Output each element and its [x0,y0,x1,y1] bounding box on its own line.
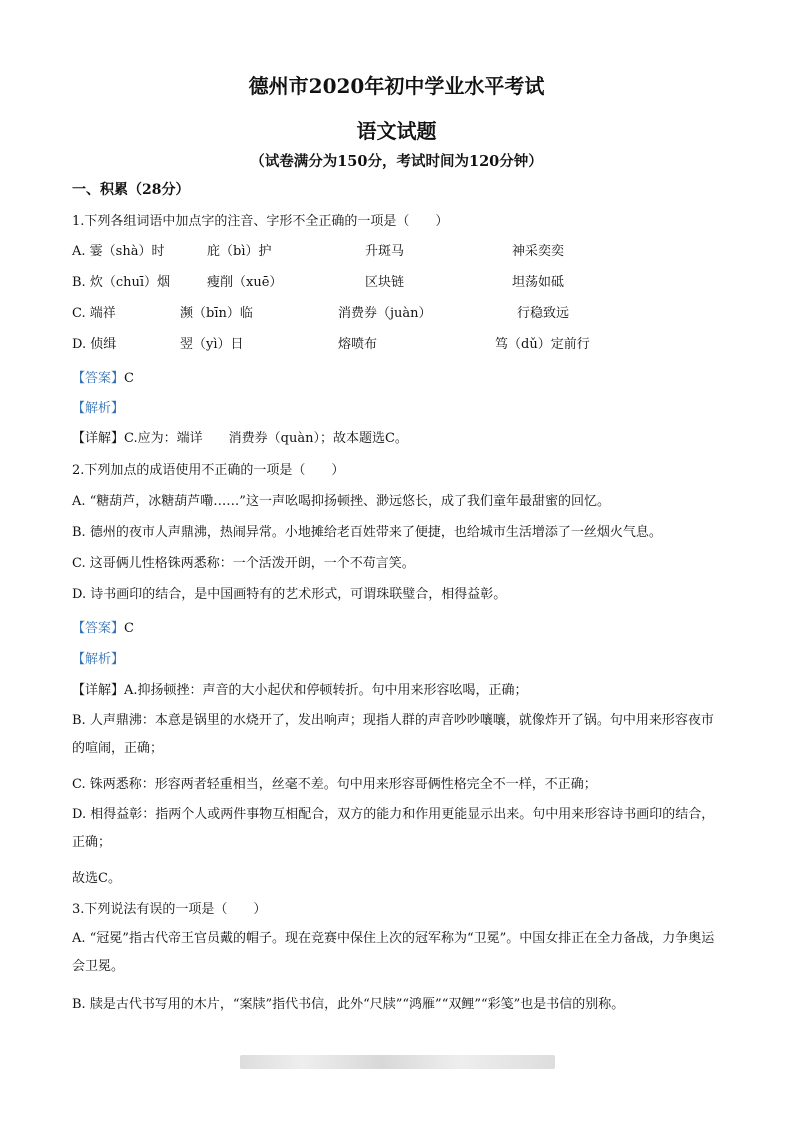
q1-a-1: A. 霎（shà）时 [72,244,165,259]
q3-stem: 3.下列说法有误的一项是（ ） [72,902,267,917]
q1-d-1: D. 侦缉 [72,337,117,352]
q1-d-4: 笃（dǔ）定前行 [495,337,590,352]
q2-detail-c: C. 铢两悉称：形容两者轻重相当，丝毫不差。句中用来形容哥俩性格完全不一样，不正确； [72,777,597,792]
q2-analysis-label: 【解析】 [72,652,125,667]
q1-option-row-d [72,336,722,354]
detail-label: 【详解】 [72,431,125,446]
q1-d-3: 熔喷布 [338,337,378,352]
q1-analysis-label: 【解析】 [72,401,125,416]
q1-c-4: 行稳致远 [517,306,570,321]
blurred-footer-watermark [240,1055,555,1069]
q1-b-1: B. 炊（chuī）烟 [72,275,171,290]
q2-option-b: B. 德州的夜市人声鼎沸，热闹异常。小地摊给老百姓带来了便捷，也给城市生活增添了一丝烟火气息。 [72,525,662,540]
q2-answer [72,620,134,638]
q2-stem: 2.下列加点的成语使用不正确的一项是（ ） [72,463,345,478]
q1-c-2: 濒（bīn）临 [180,306,253,321]
q1-detail-text: C.应为：端详 消费券（quàn）；故本题选C。 [124,431,408,446]
q1-d-2: 翌（yì）日 [180,337,244,352]
q2-detail-a-text: A.抑扬顿挫：声音的大小起伏和停顿转折。句中用来形容吆喝，正确； [124,683,528,698]
q2-detail-a [72,682,528,700]
q2-option-d: D. 诗书画印的结合，是中国画特有的艺术形式，可谓珠联璧合，相得益彰。 [72,587,507,602]
q2-detail-d: D. 相得益彰：指两个人或两件事物互相配合，双方的能力和作用更能显示出来。句中用来形容诗书画印的结合，正确； [72,807,715,850]
q1-b-2: 瘦削（xuē） [207,275,283,290]
q2-conclusion: 故选C。 [72,871,121,886]
q2-option-a: A. “糖葫芦，冰糖葫芦嘞……”这一声吆喝抑扬顿挫、渺远悠长，成了我们童年最甜蜜的回忆。 [72,494,610,509]
exam-note: （试卷满分为150分，考试时间为120分钟） [250,153,543,170]
q2-detail-b: B. 人声鼎沸：本意是锅里的水烧开了，发出响声；现指人群的声音吵吵嚷嚷，就像炸开了锅。句中用来形容夜市的喧闹，正确； [72,713,714,756]
q1-b-4: 坦荡如砥 [512,275,565,290]
q3-option-b: B. 牍是古代书写用的木片，“案牍”指代书信，此外“尺牍”“鸿雁”“双鲤”“彩笺”也是书信的别称。 [72,997,625,1012]
q1-c-1: C. 端祥 [72,306,116,321]
exam-subtitle: 语文试题 [356,119,437,143]
q1-a-3: 升斑马 [365,244,405,259]
q1-option-row-b [72,274,722,292]
q1-option-row-a [72,243,722,261]
answer-label: 【答案】 [72,621,125,636]
q2-option-c: C. 这哥俩儿性格铢两悉称：一个活泼开朗，一个不苟言笑。 [72,556,415,571]
q2-answer-value: C [124,621,134,636]
q1-c-3: 消费券（juàn） [338,306,432,321]
answer-label: 【答案】 [72,371,125,386]
q1-a-2: 庇（bì）护 [207,244,272,259]
q3-option-a: A. “冠冕”指古代帝王官员戴的帽子。现在竞赛中保住上次的冠军称为“卫冕”。中国女排正在全力备战，力争奥运会卫冕。 [72,931,715,974]
q1-answer-value: C [124,371,134,386]
detail-label: 【详解】 [72,683,125,698]
q1-stem: 1.下列各组词语中加点字的注音、字形不全正确的一项是（ ） [72,214,449,229]
q1-answer [72,370,134,388]
q1-option-row-c [72,305,722,323]
q1-a-4: 神采奕奕 [512,244,565,259]
q1-detail [72,430,408,448]
section-heading: 一、积累（28分） [72,182,190,198]
q1-b-3: 区块链 [365,275,405,290]
exam-title: 德州市2020年初中学业水平考试 [248,74,545,98]
